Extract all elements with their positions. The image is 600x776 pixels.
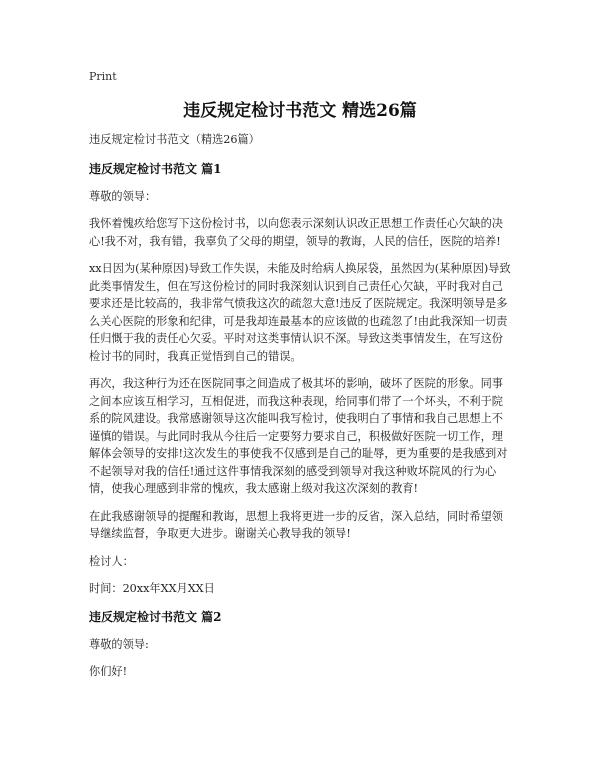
print-label: Print: [89, 70, 117, 83]
greeting-line: 你们好!: [89, 665, 128, 678]
document-body: [89, 131, 514, 691]
date-line: 时间：20xx年XX月XX日: [89, 582, 215, 595]
document-subtitle: 违反规定检讨书范文（精选26篇）: [89, 133, 260, 146]
section-heading-1: 违反规定检讨书范文 篇1: [89, 161, 222, 176]
signer-line: 检讨人：: [89, 554, 134, 568]
body-paragraph: 我怀着愧疚给您写下这份检讨书，以向您表示深刻认识改正思想工作责任心欠缺的决心!我不对，我有错，我辜负了父母的期望，领导的教诲，人民的信任，医院的培养!: [89, 217, 503, 248]
salutation: 尊敬的领导：: [89, 189, 157, 203]
salutation: 尊敬的领导:: [89, 637, 149, 651]
body-paragraph: 在此我感谢领导的提醒和教诲，思想上我将更进一步的反省，深入总结，同时希望领导继续监督，争取更大进步。谢谢关心教导我的领导!: [89, 509, 503, 540]
document-title: 违反规定检讨书范文 精选26篇: [183, 101, 417, 121]
section-heading-2: 违反规定检讨书范文 篇2: [89, 609, 222, 624]
body-paragraph: 再次，我这种行为还在医院同事之间造成了极其坏的影响，破坏了医院的形象。同事之间本应该互相学习，互相促进，而我这种表现，给同事们带了一个坏头，不利于院系的院风建设。我常感谢领导这次能叫我写检讨，使我明白了事情和我自己思想上不谨慎的错误。与此同时我从今往后一定要努力要求自己，积极做好医院一切工作，理解体会领导的安排!这次发生的事使我不仅感到是自己的耻辱，更为重要的是我感到对不起领导对我的信任!通过这件事情我深刻的感受到领导对我这种败坏院风的行为心情，使我心理感到非常的愧疚，我太感谢上级对我这次深刻的教育!: [89, 377, 508, 495]
body-paragraph: xx日因为(某种原因)导致工作失误，未能及时给病人换尿袋，虽然因为(某种原因)导致此类事情发生，但在写这份检讨的同时我深刻认识到自己责任心欠缺，平时我对自己要求还是比较高的，我非常气愤我这次的疏忽大意!违反了医院规定。我深明领导是多么关心医院的形象和纪律，可是我却连最基本的应该做的也疏忽了!由此我深知一切责任归慨于我的责任心欠妥。平时对这类事情认识不深。导致这类事情发生，在写这份检讨书的同时，我真正觉悟到自己的错误。: [89, 262, 511, 363]
